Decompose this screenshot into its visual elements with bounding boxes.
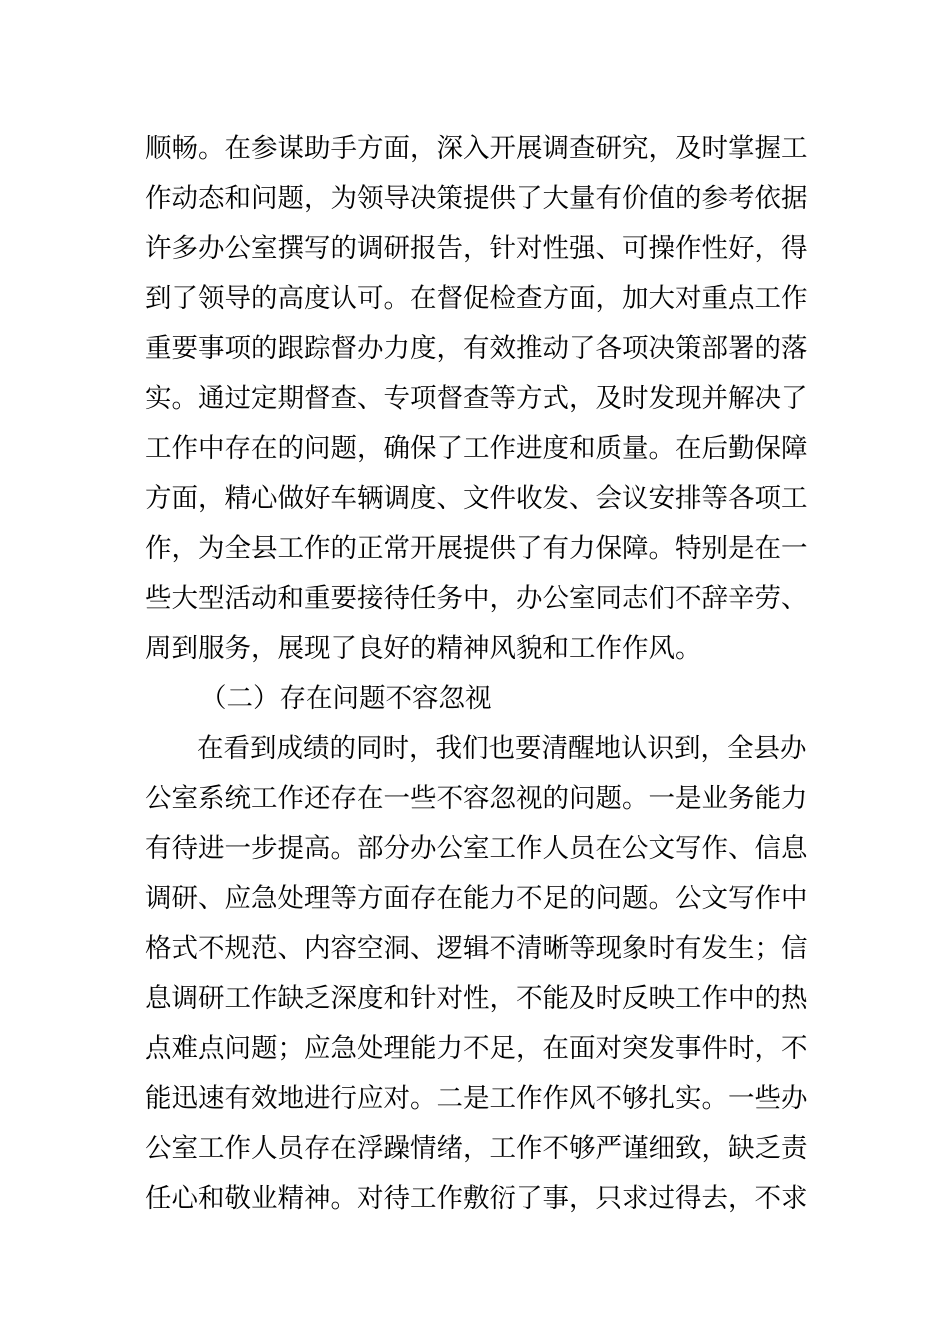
section-heading: （二）存在问题不容忽视 — [200, 683, 492, 714]
paragraph-line: 方面，精心做好车辆调度、文件收发、会议安排等各项工 — [145, 483, 808, 514]
paragraph-line: 格式不规范、内容空洞、逻辑不清晰等现象时有发生；信 — [145, 933, 808, 964]
paragraph-line: 到了领导的高度认可。在督促检查方面，加大对重点工作 — [145, 283, 808, 314]
paragraph-line: 点难点问题；应急处理能力不足，在面对突发事件时，不 — [145, 1033, 808, 1064]
paragraph-line: 作，为全县工作的正常开展提供了有力保障。特别是在一 — [145, 533, 808, 564]
paragraph-line: 顺畅。在参谋助手方面，深入开展调查研究，及时掌握工 — [145, 133, 808, 164]
paragraph-line: 在看到成绩的同时，我们也要清醒地认识到，全县办 — [197, 733, 807, 764]
paragraph-line: 工作中存在的问题，确保了工作进度和质量。在后勤保障 — [145, 433, 808, 464]
paragraph-line: 有待进一步提高。部分办公室工作人员在公文写作、信息 — [145, 833, 808, 864]
paragraph-line: 些大型活动和重要接待任务中，办公室同志们不辞辛劳、 — [145, 583, 808, 614]
paragraph-line: 能迅速有效地进行应对。二是工作作风不够扎实。一些办 — [145, 1083, 808, 1114]
paragraph-line: 调研、应急处理等方面存在能力不足的问题。公文写作中 — [145, 883, 808, 914]
paragraph-line: 任心和敬业精神。对待工作敷衍了事，只求过得去，不求 — [145, 1183, 808, 1214]
paragraph-line: 实。通过定期督查、专项督查等方式，及时发现并解决了 — [145, 383, 808, 414]
paragraph-line: 重要事项的跟踪督办力度，有效推动了各项决策部署的落 — [145, 333, 808, 364]
paragraph-line: 公室系统工作还存在一些不容忽视的问题。一是业务能力 — [145, 783, 808, 814]
paragraph-line: 公室工作人员存在浮躁情绪，工作不够严谨细致，缺乏责 — [145, 1133, 808, 1164]
paragraph-line: 作动态和问题，为领导决策提供了大量有价值的参考依据 — [145, 183, 808, 214]
paragraph-line: 周到服务，展现了良好的精神风貌和工作作风。 — [145, 633, 702, 664]
paragraph-line: 许多办公室撰写的调研报告，针对性强、可操作性好，得 — [145, 233, 808, 264]
paragraph-line: 息调研工作缺乏深度和针对性，不能及时反映工作中的热 — [145, 983, 808, 1014]
